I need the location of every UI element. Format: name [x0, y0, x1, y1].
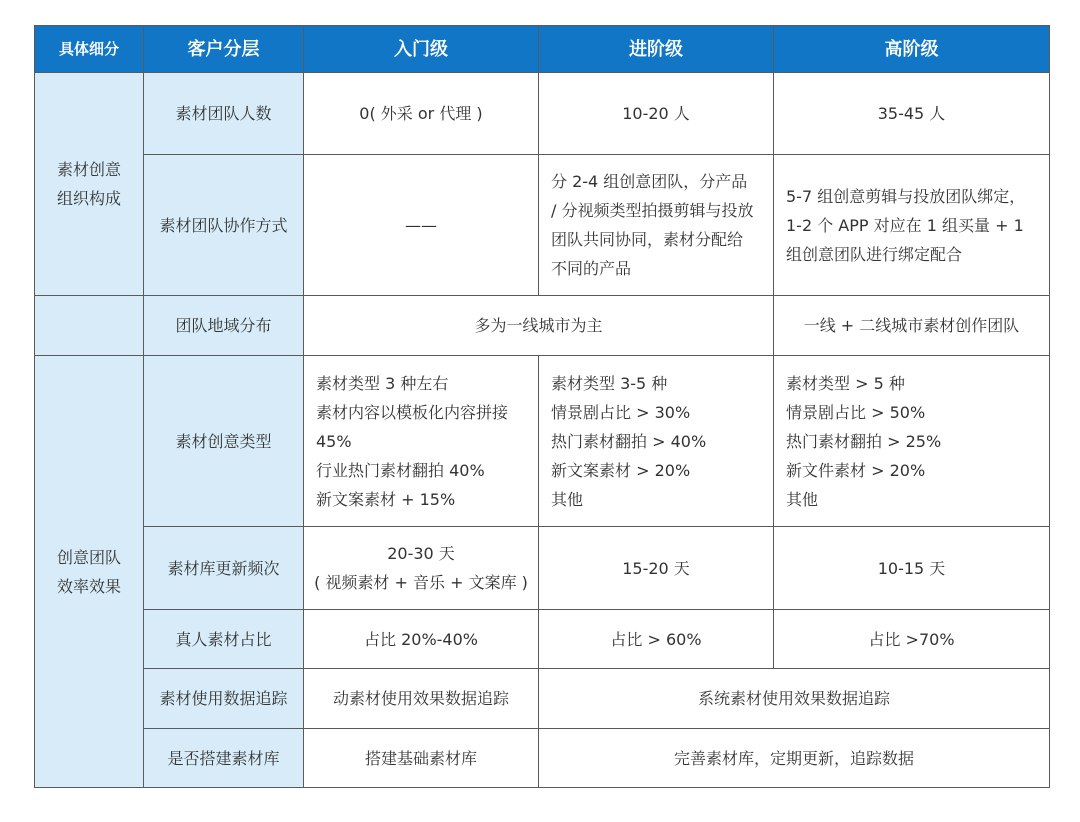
header-high-level: 高阶级: [774, 26, 1050, 73]
cell-entry-team-size: 0( 外采 or 代理 ): [304, 73, 539, 155]
table-row: [35, 729, 1050, 788]
cell-high-team-size: 35-45 人: [774, 73, 1050, 155]
header-entry-level: 入门级: [304, 26, 539, 73]
group-label-org: 素材创意 组织构成: [35, 73, 144, 296]
row-label-real-person: 真人素材占比: [144, 610, 304, 669]
table-row: [35, 527, 1050, 610]
cell-advanced-real-person: 占比 > 60%: [539, 610, 774, 669]
cell-advanced-high-tracking: 系统素材使用效果数据追踪: [539, 669, 1050, 729]
cell-high-region: 一线 + 二线城市素材创作团队: [774, 296, 1050, 356]
cell-entry-advanced-region: 多为一线城市为主: [304, 296, 774, 356]
cell-high-update-freq: 10-15 天: [774, 527, 1050, 610]
cell-high-collab: 5-7 组创意剪辑与投放团队绑定， 1-2 个 APP 对应在 1 组买量 + 1 组创意团队进行绑定配合: [774, 155, 1050, 296]
table-row: [35, 669, 1050, 729]
header-row: [35, 26, 1050, 73]
cell-advanced-high-library: 完善素材库，定期更新，追踪数据: [539, 729, 1050, 788]
table-row: [35, 73, 1050, 155]
table-row: [35, 296, 1050, 356]
row-label-creative-type: 素材创意类型: [144, 356, 304, 527]
row-label-team-size: 素材团队人数: [144, 73, 304, 155]
cell-advanced-update-freq: 15-20 天: [539, 527, 774, 610]
row-label-update-freq: 素材库更新频次: [144, 527, 304, 610]
row-label-tracking: 素材使用数据追踪: [144, 669, 304, 729]
cell-entry-collab: ——: [304, 155, 539, 296]
header-subdivision: 具体细分: [35, 26, 144, 73]
cell-entry-update-freq: 20-30 天 ( 视频素材 + 音乐 + 文案库 ): [304, 527, 539, 610]
table-row: [35, 356, 1050, 527]
cell-entry-creative-type: 素材类型 3 种左右 素材内容以模板化内容拼接 45% 行业热门素材翻拍 40% 新文案素材 + 15%: [304, 356, 539, 527]
row-label-region: 团队地域分布: [144, 296, 304, 356]
cell-advanced-team-size: 10-20 人: [539, 73, 774, 155]
cell-entry-tracking: 动素材使用效果数据追踪: [304, 669, 539, 729]
tier-comparison-table: [34, 25, 1050, 788]
cell-advanced-collab: 分 2-4 组创意团队，分产品 / 分视频类型拍摄剪辑与投放 团队共同协同，素材分配给 不同的产品: [539, 155, 774, 296]
cell-entry-real-person: 占比 20%-40%: [304, 610, 539, 669]
cell-high-real-person: 占比 >70%: [774, 610, 1050, 669]
header-advanced-level: 进阶级: [539, 26, 774, 73]
group-label-empty: [35, 296, 144, 356]
cell-advanced-creative-type: 素材类型 3-5 种 情景剧占比 > 30% 热门素材翻拍 > 40% 新文案素材 > 20% 其他: [539, 356, 774, 527]
table-row: [35, 155, 1050, 296]
row-label-library: 是否搭建素材库: [144, 729, 304, 788]
cell-entry-library: 搭建基础素材库: [304, 729, 539, 788]
row-label-collab: 素材团队协作方式: [144, 155, 304, 296]
header-customer-tier: 客户分层: [144, 26, 304, 73]
group-label-efficiency: 创意团队 效率效果: [35, 356, 144, 788]
cell-high-creative-type: 素材类型 > 5 种 情景剧占比 > 50% 热门素材翻拍 > 25% 新文件素材 > 20% 其他: [774, 356, 1050, 527]
table-row: [35, 610, 1050, 669]
